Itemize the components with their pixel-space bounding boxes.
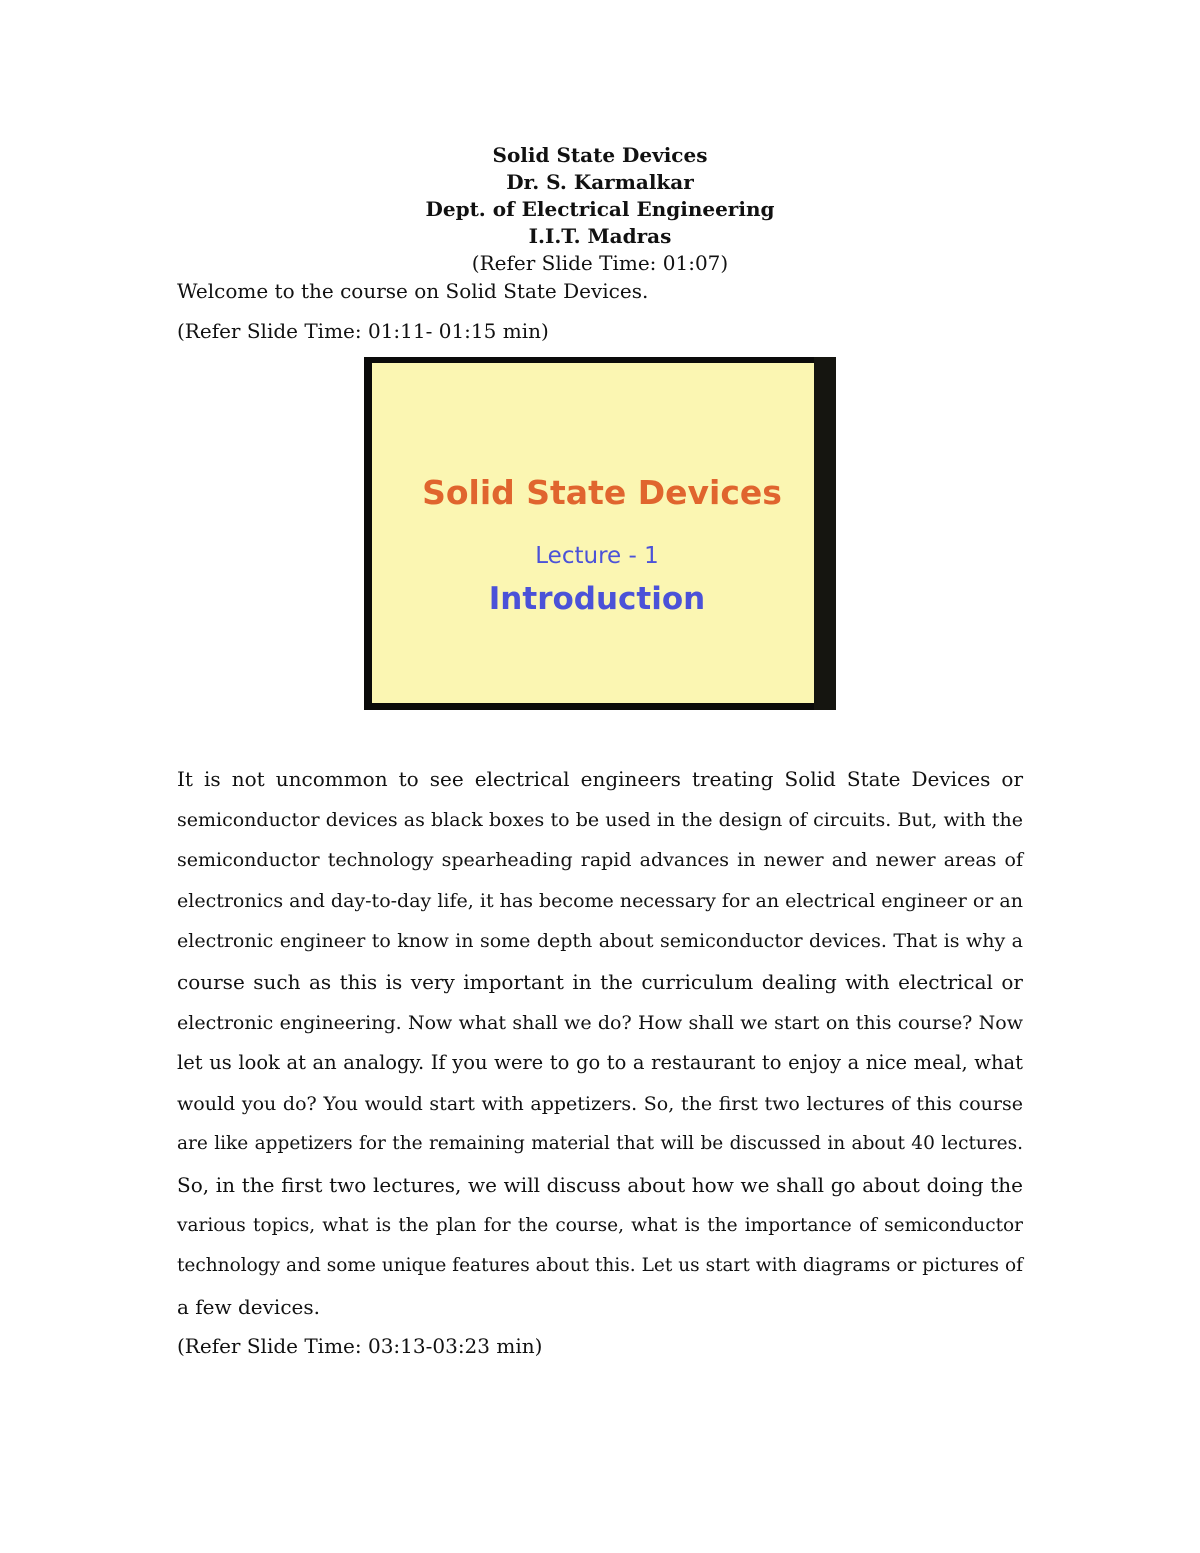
paragraph-line: It is not uncommon to see electrical engineers treating Solid State Devices or bbox=[177, 767, 1023, 791]
welcome-text: Welcome to the course on Solid State Devices. bbox=[177, 279, 649, 303]
paragraph-line: various topics, what is the plan for the course, what is the importance of semiconductor bbox=[177, 1214, 1023, 1236]
paragraph-line: So, in the first two lectures, we will discuss about how we shall go about doing the bbox=[177, 1172, 1023, 1197]
slide-border bbox=[814, 357, 836, 710]
paragraph-line: electronics and day-to-day life, it has become necessary for an electrical engineer or an bbox=[177, 889, 1023, 912]
department-name: Dept. of Electrical Engineering bbox=[425, 197, 775, 221]
paragraph-line: electronic engineer to know in some depth about semiconductor devices. That is why a bbox=[177, 930, 1023, 953]
refer-slide-time: (Refer Slide Time: 03:13-03:23 min) bbox=[177, 1334, 543, 1358]
paragraph-line: course such as this is very important in the curriculum dealing with electrical or bbox=[177, 969, 1023, 994]
paragraph-line: technology and some unique features about this. Let us start with diagrams or pictures of bbox=[177, 1255, 1023, 1277]
paragraph-line: a few devices. bbox=[177, 1294, 320, 1319]
slide-topic: Introduction bbox=[488, 581, 706, 617]
author-name: Dr. S. Karmalkar bbox=[506, 170, 694, 194]
paragraph-line: are like appetizers for the remaining material that will be discussed in about 40 lectures. bbox=[177, 1133, 1023, 1155]
slide-lecture-number: Lecture - 1 bbox=[535, 543, 659, 569]
body-paragraph bbox=[177, 765, 1023, 1333]
institute-name: I.I.T. Madras bbox=[528, 224, 672, 248]
slide-title: Solid State Devices bbox=[422, 473, 782, 512]
refer-slide-time: (Refer Slide Time: 01:11- 01:15 min) bbox=[177, 319, 549, 343]
document-header bbox=[0, 142, 1200, 277]
slide-image bbox=[364, 357, 836, 710]
paragraph-line: electronic engineering. Now what shall we do? How shall we start on this course? Now bbox=[177, 1011, 1023, 1034]
course-title: Solid State Devices bbox=[492, 143, 708, 167]
paragraph-line: let us look at an analogy. If you were to go to a restaurant to enjoy a nice meal, what bbox=[177, 1051, 1023, 1075]
refer-slide-time: (Refer Slide Time: 01:07) bbox=[471, 251, 729, 275]
paragraph-line: semiconductor technology spearheading rapid advances in newer and newer areas of bbox=[177, 849, 1023, 872]
slide-content bbox=[372, 363, 814, 703]
paragraph-line: would you do? You would start with appetizers. So, the first two lectures of this course bbox=[177, 1092, 1023, 1115]
paragraph-line: semiconductor devices as black boxes to be used in the design of circuits. But, with the bbox=[177, 808, 1023, 831]
